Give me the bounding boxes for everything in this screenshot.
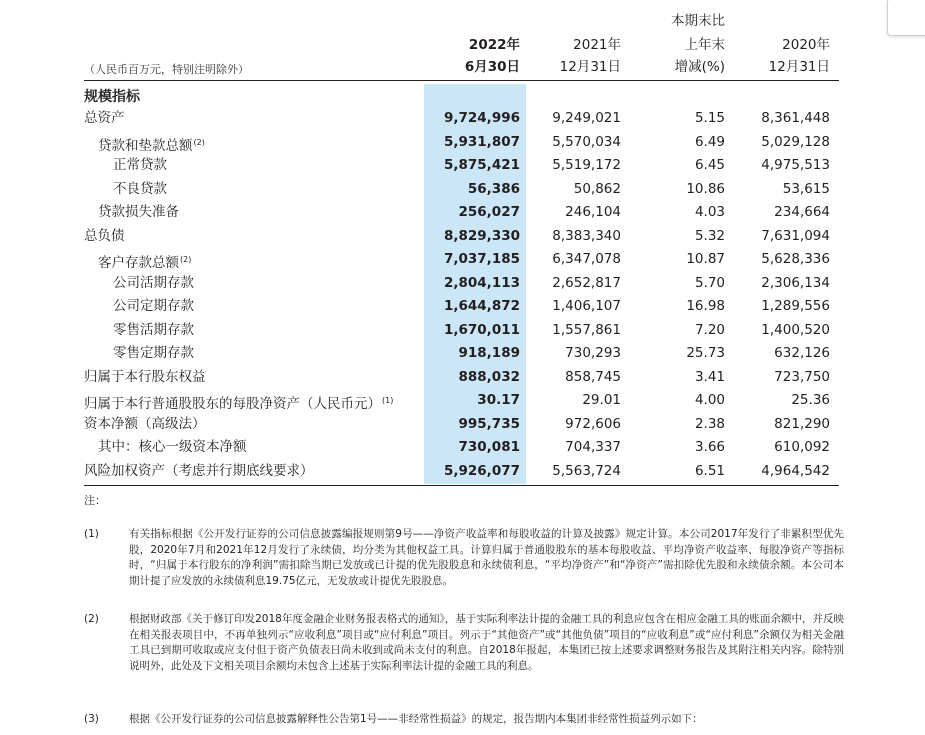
value-2020-12-31: 7,631,094 bbox=[761, 227, 830, 244]
value-change-pct: 6.51 bbox=[694, 462, 725, 479]
value-2021-12-31: 6,347,078 bbox=[552, 251, 621, 267]
row-label: 公司定期存款 bbox=[113, 298, 194, 314]
table-row bbox=[0, 436, 925, 459]
row-label: 公司活期存款 bbox=[113, 274, 194, 291]
value-2021-12-31: 5,519,172 bbox=[552, 157, 621, 173]
col3-header-line3: 增减(%) bbox=[674, 59, 725, 75]
row-label: 零售活期存款 bbox=[113, 321, 194, 338]
footnote-3 bbox=[84, 712, 844, 730]
value-change-pct: 3.66 bbox=[694, 439, 725, 455]
value-2021-12-31: 50,862 bbox=[573, 180, 621, 197]
value-2021-12-31: 9,249,021 bbox=[552, 110, 621, 126]
footnote-2 bbox=[84, 612, 844, 692]
value-change-pct: 10.86 bbox=[686, 180, 725, 197]
value-2021-12-31: 730,293 bbox=[565, 345, 621, 361]
value-2020-12-31: 5,628,336 bbox=[761, 251, 830, 267]
value-2020-12-31: 5,029,128 bbox=[761, 133, 830, 150]
value-2022-06-30: 9,724,996 bbox=[443, 110, 520, 126]
value-2020-12-31: 234,664 bbox=[774, 204, 830, 220]
footnote-ref: (2) bbox=[180, 255, 192, 264]
row-label: 客户存款总额$^{(2)}$ bbox=[98, 255, 192, 271]
footnote-1 bbox=[84, 527, 844, 589]
value-2021-12-31: 5,570,034 bbox=[552, 133, 621, 150]
table-row bbox=[0, 131, 925, 154]
table-row bbox=[0, 201, 925, 224]
col4-header-date: 12月31日 bbox=[768, 59, 830, 75]
value-2022-06-30: 5,926,077 bbox=[443, 462, 520, 479]
value-2021-12-31: 29.01 bbox=[582, 392, 621, 408]
footnote-text: 根据《公开发行证券的公司信息披露解释性公告第1号——非经常性损益》的规定，报告期内本集团非经常性损益列示如下： bbox=[129, 713, 703, 725]
value-2022-06-30: 256,027 bbox=[458, 204, 520, 220]
row-label: 正常贷款 bbox=[113, 157, 167, 173]
table-row bbox=[0, 272, 925, 295]
table-row bbox=[0, 154, 925, 177]
value-change-pct: 6.49 bbox=[694, 133, 725, 150]
table-row bbox=[0, 248, 925, 271]
value-change-pct: 3.41 bbox=[694, 368, 725, 385]
value-2020-12-31: 723,750 bbox=[774, 368, 830, 385]
value-2021-12-31: 1,557,861 bbox=[552, 321, 621, 338]
row-label: 总资产 bbox=[84, 110, 125, 126]
value-2021-12-31: 5,563,724 bbox=[552, 462, 621, 479]
value-2022-06-30: 30.17 bbox=[477, 392, 520, 408]
value-2021-12-31: 246,104 bbox=[565, 204, 621, 220]
value-2020-12-31: 1,289,556 bbox=[761, 298, 830, 314]
value-2020-12-31: 610,092 bbox=[774, 439, 830, 455]
table-row bbox=[0, 178, 925, 201]
value-2022-06-30: 56,386 bbox=[467, 180, 520, 197]
table-row bbox=[0, 342, 925, 365]
col3-header-line2: 上年末 bbox=[684, 37, 725, 53]
section-title: 规模指标 bbox=[84, 89, 140, 105]
value-2020-12-31: 4,964,542 bbox=[761, 462, 830, 479]
row-label: 总负债 bbox=[84, 227, 125, 244]
col4-header-year: 2020年 bbox=[782, 37, 830, 53]
value-change-pct: 7.20 bbox=[694, 321, 725, 338]
value-change-pct: 6.45 bbox=[694, 157, 725, 173]
col1-header-year: 2022年 bbox=[468, 37, 520, 53]
value-2020-12-31: 8,361,448 bbox=[761, 110, 830, 126]
footnote-number: (2) bbox=[84, 613, 99, 625]
window-corner-box bbox=[887, 0, 925, 36]
value-2021-12-31: 8,383,340 bbox=[552, 227, 621, 244]
value-2022-06-30: 888,032 bbox=[458, 368, 520, 385]
col2-header-date: 12月31日 bbox=[559, 59, 621, 75]
row-label: 资本净额（高级法） bbox=[84, 415, 206, 432]
table-row bbox=[0, 225, 925, 248]
notes-heading: 注： bbox=[84, 494, 106, 507]
value-2020-12-31: 632,126 bbox=[774, 345, 830, 361]
value-2020-12-31: 821,290 bbox=[774, 415, 830, 432]
value-change-pct: 5.70 bbox=[694, 274, 725, 291]
value-change-pct: 16.98 bbox=[686, 298, 725, 314]
footnote-text: 根据财政部《关于修订印发2018年度金融企业财务报表格式的通知》，基于实际利率法计提的金融工具的利息应包含在相应金融工具的账面余额中，并反映在相关报表项目中，不再单独列示“应收利息”项目或“应付利息”项目。列示于“其他资产”或“其他负债”项目的“应收利息”或“应付利息”余额仅为相关金融工具已到期可收取或应支付但于资产负债表日尚未收到或尚未支付的利息。自2018年报起，本集团已按上述要求调整财务报告及其附注相关内容。除特别说明外，此处及下文相关项目余额均未包含上述基于实际利率法计提的金融工具的利息。 bbox=[129, 613, 844, 672]
value-2022-06-30: 1,670,011 bbox=[443, 321, 520, 338]
footnote-number: (3) bbox=[84, 713, 99, 725]
row-label: 其中：核心一级资本净额 bbox=[98, 439, 247, 455]
row-label: 贷款和垫款总额$^{(2)}$ bbox=[98, 137, 205, 154]
table-bottom-rule bbox=[84, 485, 839, 486]
value-2022-06-30: 918,189 bbox=[458, 345, 520, 361]
row-label: 归属于本行普通股股东的每股净资产（人民币元）$^{(1)}$ bbox=[84, 396, 394, 412]
value-change-pct: 4.03 bbox=[694, 204, 725, 220]
value-change-pct: 10.87 bbox=[686, 251, 725, 267]
footnote-ref: (1) bbox=[382, 396, 394, 405]
col3-header-line1: 本期末比 bbox=[671, 13, 725, 29]
value-2020-12-31: 53,615 bbox=[782, 180, 830, 197]
value-2020-12-31: 1,400,520 bbox=[761, 321, 830, 338]
value-2022-06-30: 730,081 bbox=[458, 439, 520, 455]
col2-header-year: 2021年 bbox=[573, 37, 621, 53]
value-change-pct: 5.15 bbox=[694, 110, 725, 126]
footnote-number: (1) bbox=[84, 528, 99, 540]
value-change-pct: 4.00 bbox=[694, 392, 725, 408]
header-rule bbox=[84, 80, 839, 81]
table-row bbox=[0, 413, 925, 436]
value-change-pct: 5.32 bbox=[694, 227, 725, 244]
table-row bbox=[0, 319, 925, 342]
footnote-ref: (2) bbox=[193, 137, 205, 147]
value-2021-12-31: 972,606 bbox=[565, 415, 621, 432]
value-2021-12-31: 704,337 bbox=[565, 439, 621, 455]
row-label: 贷款损失准备 bbox=[98, 204, 179, 220]
col1-header-date: 6月30日 bbox=[464, 59, 520, 75]
value-2020-12-31: 4,975,513 bbox=[761, 157, 830, 173]
value-2022-06-30: 1,644,872 bbox=[443, 298, 520, 314]
row-label: 风险加权资产（考虑并行期底线要求） bbox=[84, 462, 314, 479]
value-change-pct: 2.38 bbox=[694, 415, 725, 432]
value-2021-12-31: 1,406,107 bbox=[552, 298, 621, 314]
value-2021-12-31: 2,652,817 bbox=[552, 274, 621, 291]
value-2022-06-30: 995,735 bbox=[458, 415, 520, 432]
footnote-text: 有关指标根据《公开发行证券的公司信息披露编报规则第9号——净资产收益率和每股收益的计算及披露》规定计算。本公司2017年发行了非累积型优先股，2020年7月和2021年12月发行了永续债，均分类为其他权益工具。计算归属于普通股股东的基本每股收益、平均净资产收益率、每股净资产等指标时，“归属于本行股东的净利润”需扣除当期已发放或已计提的优先股股息和永续债利息，“平均净资产”和“净资产”需扣除优先股和永续债余额。本公司本期计提了应发放的永续债利息19.75亿元，无发放或计提优先股股息。 bbox=[129, 528, 844, 587]
value-2022-06-30: 5,931,807 bbox=[443, 133, 520, 150]
value-2022-06-30: 5,875,421 bbox=[443, 157, 520, 173]
table-row bbox=[0, 389, 925, 412]
table-row bbox=[0, 460, 925, 483]
row-label: 归属于本行股东权益 bbox=[84, 368, 206, 385]
value-2020-12-31: 2,306,134 bbox=[761, 274, 830, 291]
value-2022-06-30: 7,037,185 bbox=[443, 251, 520, 267]
value-2022-06-30: 8,829,330 bbox=[443, 227, 520, 244]
value-2021-12-31: 858,745 bbox=[565, 368, 621, 385]
value-2022-06-30: 2,804,113 bbox=[443, 274, 520, 291]
unit-note: （人民币百万元，特别注明除外） bbox=[84, 63, 249, 76]
value-change-pct: 25.73 bbox=[686, 345, 725, 361]
table-row bbox=[0, 107, 925, 130]
row-label: 零售定期存款 bbox=[113, 345, 194, 361]
table-row bbox=[0, 295, 925, 318]
value-2020-12-31: 25.36 bbox=[791, 392, 830, 408]
table-row bbox=[0, 366, 925, 389]
row-label: 不良贷款 bbox=[113, 180, 167, 197]
